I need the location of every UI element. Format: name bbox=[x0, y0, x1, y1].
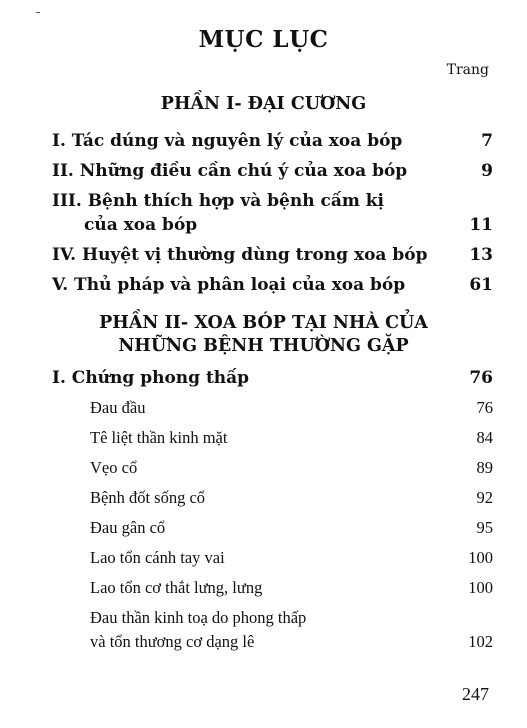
part1-heading: PHẦN I- ĐẠI CƯƠNG bbox=[160, 94, 367, 114]
toc-entry-text: IV. Huyệt vị thường dùng trong xoa bóp bbox=[52, 245, 428, 265]
toc-entry-page: 61 bbox=[469, 275, 493, 295]
toc-item bbox=[90, 578, 493, 598]
toc-item bbox=[90, 458, 493, 478]
toc-entry bbox=[52, 245, 493, 265]
toc-entry-text: II. Những điều cần chú ý của xoa bóp bbox=[52, 161, 408, 181]
toc-item bbox=[90, 632, 493, 652]
toc-item bbox=[90, 488, 493, 508]
toc-entry-text: V. Thủ pháp và phân loại của xoa bóp bbox=[52, 275, 406, 295]
toc-section-page: 76 bbox=[469, 368, 493, 388]
toc-item bbox=[90, 428, 493, 448]
toc-item-text: Đau gân cổ bbox=[90, 518, 166, 537]
toc-entry-page: 13 bbox=[469, 245, 493, 265]
toc-item-page: 89 bbox=[476, 458, 493, 477]
toc-item-text: Bệnh đốt sống cổ bbox=[90, 488, 206, 507]
toc-item-text: Lao tổn cánh tay vai bbox=[90, 548, 225, 567]
toc-item-text: Vẹo cổ bbox=[90, 458, 138, 477]
toc-item-page: 76 bbox=[476, 398, 493, 417]
page-title: MỤC LỤC bbox=[198, 26, 329, 53]
toc-item-text: Đau đầu bbox=[90, 398, 146, 417]
toc-entry-text: I. Tác dúng và nguyên lý của xoa bóp bbox=[52, 131, 403, 151]
print-speck bbox=[36, 12, 40, 13]
toc-entry bbox=[52, 275, 493, 295]
toc-section-text: I. Chứng phong thấp bbox=[52, 368, 250, 388]
toc-item bbox=[90, 548, 493, 568]
toc-entry-page: 11 bbox=[469, 215, 493, 235]
toc-item-page: 100 bbox=[468, 578, 493, 597]
toc-entry-continuation bbox=[84, 215, 493, 235]
toc-entry-page: 7 bbox=[481, 131, 493, 151]
toc-item-page: 95 bbox=[476, 518, 493, 537]
toc-entry-text: III. Bệnh thích hợp và bệnh cấm kị bbox=[52, 191, 384, 211]
part2-heading-line1: PHẦN II- XOA BÓP TẠI NHÀ CỦA bbox=[99, 313, 428, 333]
toc-entry bbox=[52, 131, 493, 151]
toc-item-page: 92 bbox=[476, 488, 493, 507]
toc-item-page: 84 bbox=[476, 428, 493, 447]
toc-item-page: 102 bbox=[468, 632, 493, 651]
toc-entry bbox=[52, 161, 493, 181]
toc-entry bbox=[52, 191, 493, 211]
toc-item-text: Đau thần kinh toạ do phong thấp bbox=[90, 608, 307, 627]
page-column-header: Trang bbox=[446, 62, 489, 78]
toc-entry-text: của xoa bóp bbox=[84, 215, 198, 235]
toc-entry-page: 9 bbox=[481, 161, 493, 181]
toc-section bbox=[52, 368, 493, 388]
part2-heading bbox=[0, 312, 527, 358]
toc-item-text: và tổn thương cơ dạng lê bbox=[90, 632, 255, 651]
page-number: 247 bbox=[462, 684, 489, 704]
toc-item-page: 100 bbox=[468, 548, 493, 567]
toc-item-text: Lao tổn cơ thắt lưng, lưng bbox=[90, 578, 263, 597]
toc-item bbox=[90, 398, 493, 418]
toc-item bbox=[90, 518, 493, 538]
toc-item-text: Tê liệt thần kinh mặt bbox=[90, 428, 228, 447]
part2-heading-line2: NHỮNG BỆNH THƯỜNG GẶP bbox=[118, 336, 409, 356]
